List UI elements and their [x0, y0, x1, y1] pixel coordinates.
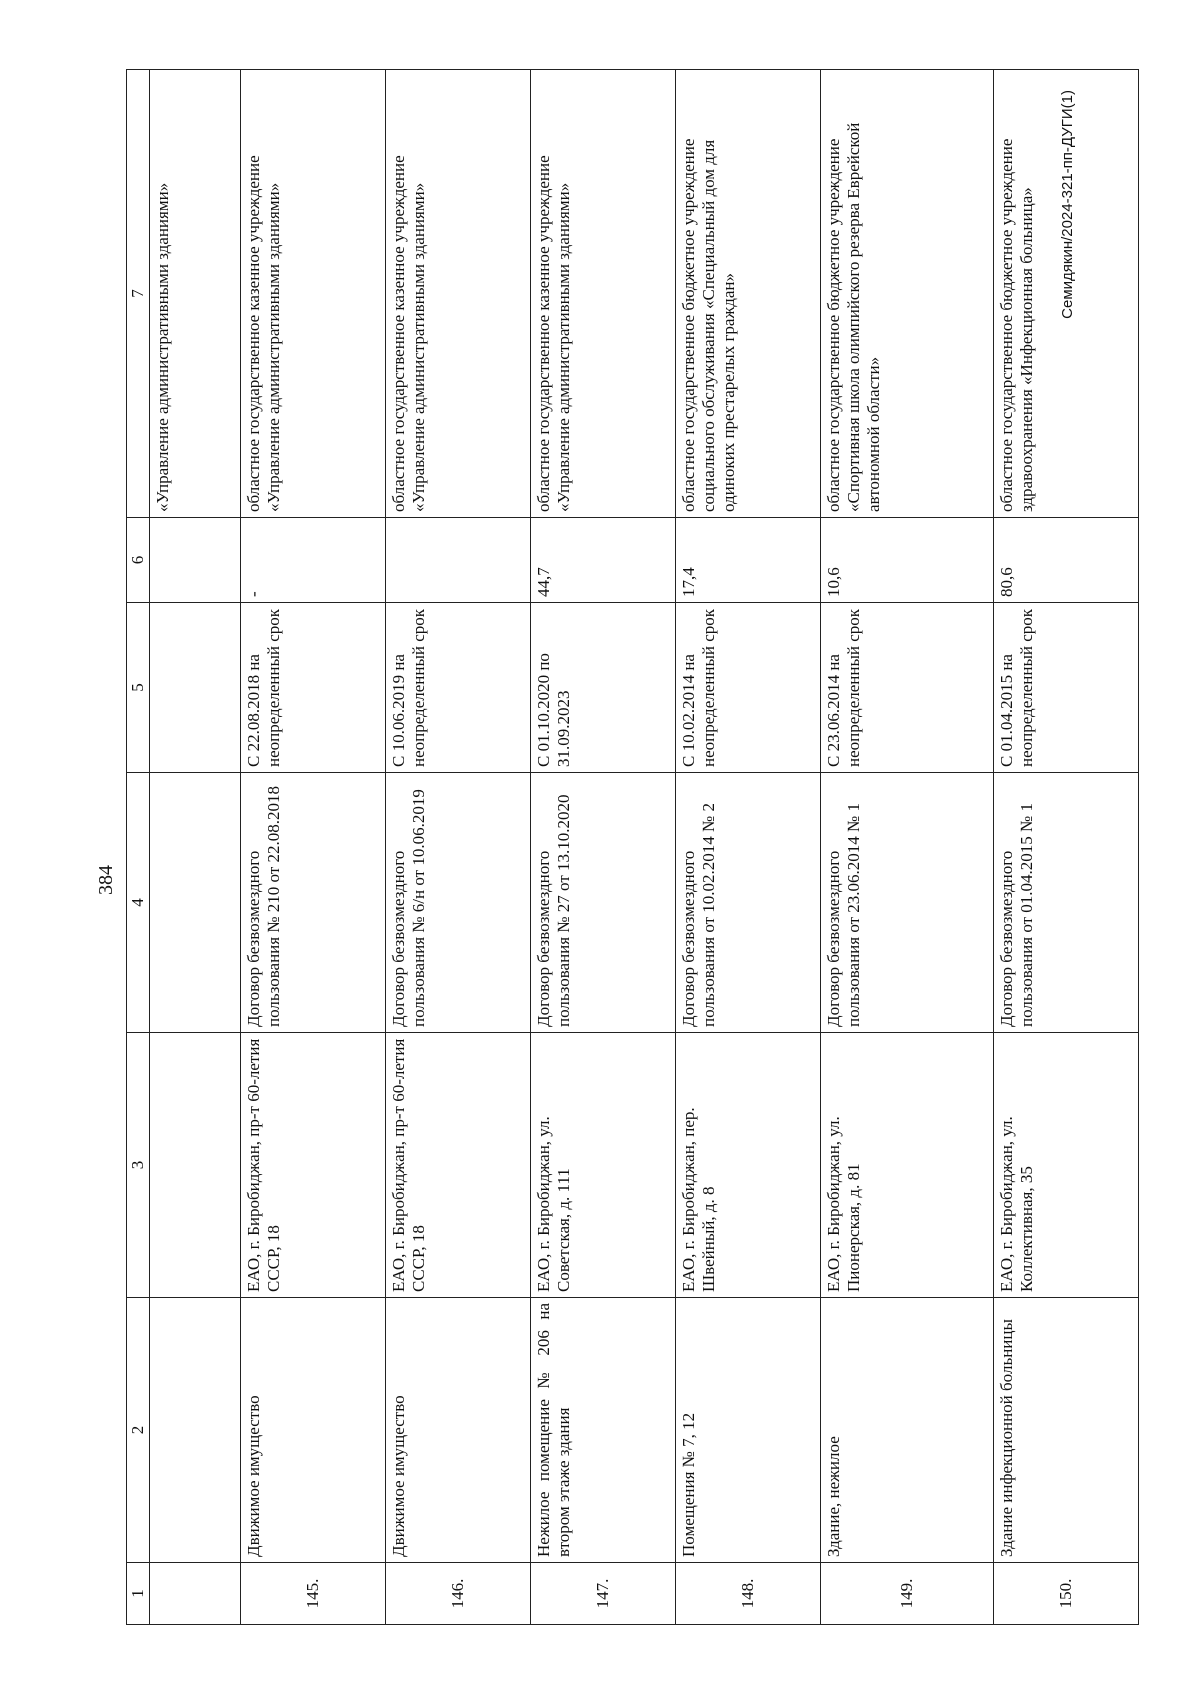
area-cell: - — [241, 518, 386, 603]
column-number-header-row — [127, 70, 150, 1625]
row-number-cell: 148. — [676, 1563, 821, 1625]
term-cell: С 01.04.2015 на неопределенный срок — [994, 603, 1139, 773]
table-row — [676, 70, 821, 1625]
row-number-cell — [150, 1563, 241, 1625]
property-register-table — [126, 69, 1139, 1625]
term-cell: С 10.06.2019 на неопределенный срок — [386, 603, 531, 773]
column-header: 4 — [127, 773, 150, 1033]
column-header: 6 — [127, 518, 150, 603]
row-number-cell: 146. — [386, 1563, 531, 1625]
table-row — [241, 70, 386, 1625]
holder-cell: «Управление административными зданиями» — [150, 70, 241, 518]
document-cell: Договор безвозмездного пользования от 01.04.2015 № 1 — [994, 773, 1139, 1033]
holder-cell: областное государственное казенное учреждение «Управление административными зданиями» — [531, 70, 676, 518]
area-cell — [150, 518, 241, 603]
table-row — [531, 70, 676, 1625]
row-number-cell: 149. — [821, 1563, 994, 1625]
document-footer-code: Семидякин/2024-321-пп-ДУГИ(1) — [1059, 90, 1076, 319]
table-row — [386, 70, 531, 1625]
term-cell — [150, 603, 241, 773]
document-cell: Договор безвозмездного пользования № 6/н от 10.06.2019 — [386, 773, 531, 1033]
address-cell: ЕАО, г. Биробиджан, ул. Коллективная, 35 — [994, 1033, 1139, 1298]
document-cell — [150, 773, 241, 1033]
term-cell: С 22.08.2018 на неопределенный срок — [241, 603, 386, 773]
term-cell: С 10.02.2014 на неопределенный срок — [676, 603, 821, 773]
row-number-cell: 147. — [531, 1563, 676, 1625]
document-cell: Договор безвозмездного пользования № 210 от 22.08.2018 — [241, 773, 386, 1033]
holder-cell: областное государственное бюджетное учреждение здравоохранения «Инфекционная больница» — [994, 70, 1139, 518]
address-cell: ЕАО, г. Биробиджан, ул. Советская, д. 111 — [531, 1033, 676, 1298]
area-cell: 44,7 — [531, 518, 676, 603]
table-row-continued — [150, 70, 241, 1625]
area-cell: 17,4 — [676, 518, 821, 603]
holder-cell: областное государственное казенное учреждение «Управление административными зданиями» — [241, 70, 386, 518]
rotated-page — [94, 70, 1094, 1625]
term-cell: С 23.06.2014 на неопределенный срок — [821, 603, 994, 773]
object-name-cell — [150, 1298, 241, 1563]
term-cell: С 01.10.2020 по 31.09.2023 — [531, 603, 676, 773]
area-cell — [386, 518, 531, 603]
address-cell: ЕАО, г. Биробиджан, ул. Пионерская, д. 81 — [821, 1033, 994, 1298]
page-number: 384 — [95, 865, 117, 895]
object-name-cell: Помещения № 7, 12 — [676, 1298, 821, 1563]
document-cell: Договор безвозмездного пользования № 27 от 13.10.2020 — [531, 773, 676, 1033]
column-header: 3 — [127, 1033, 150, 1298]
holder-cell: областное государственное бюджетное учреждение «Спортивная школа олимпийского резерва Еврейской автономной области» — [821, 70, 994, 518]
column-header: 2 — [127, 1298, 150, 1563]
area-cell: 80,6 — [994, 518, 1139, 603]
row-number-cell: 150. — [994, 1563, 1139, 1625]
holder-cell: областное государственное бюджетное учреждение социального обслуживания «Специальный дом для одиноких престарелых граждан» — [676, 70, 821, 518]
address-cell: ЕАО, г. Биробиджан, пер. Швейный, д. 8 — [676, 1033, 821, 1298]
address-cell: ЕАО, г. Биробиджан, пр-т 60-летия СССР, 18 — [241, 1033, 386, 1298]
object-name-cell: Нежилое помещение № 206 на втором этаже здания — [531, 1298, 676, 1563]
holder-cell: областное государственное казенное учреждение «Управление административными зданиями» — [386, 70, 531, 518]
object-name-cell: Движимое имущество — [386, 1298, 531, 1563]
object-name-cell: Движимое имущество — [241, 1298, 386, 1563]
address-cell — [150, 1033, 241, 1298]
address-cell: ЕАО, г. Биробиджан, пр-т 60-летия СССР, 18 — [386, 1033, 531, 1298]
row-number-cell: 145. — [241, 1563, 386, 1625]
object-name-cell: Здание инфекционной больницы — [994, 1298, 1139, 1563]
document-cell: Договор безвозмездного пользования от 10.02.2014 № 2 — [676, 773, 821, 1033]
column-header: 5 — [127, 603, 150, 773]
object-name-cell: Здание, нежилое — [821, 1298, 994, 1563]
table-row — [821, 70, 994, 1625]
area-cell: 10,6 — [821, 518, 994, 603]
column-header: 7 — [127, 70, 150, 518]
document-cell: Договор безвозмездного пользования от 23.06.2014 № 1 — [821, 773, 994, 1033]
column-header: 1 — [127, 1563, 150, 1625]
